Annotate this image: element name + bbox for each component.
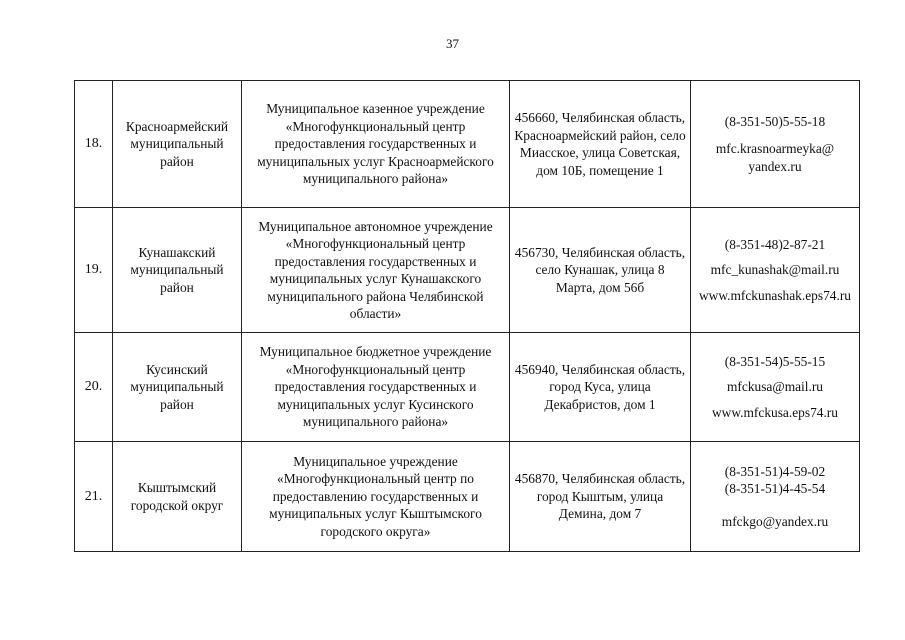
contacts-cell (691, 333, 860, 442)
table-row (75, 81, 860, 208)
postal-address: 456730, Челябинская область, село Кунашак, улица 8 Марта, дом 56б (510, 208, 691, 333)
district-name: Кунашакский муниципальный район (113, 208, 242, 333)
website-link[interactable]: www.mfckunashak.eps74.ru (699, 287, 851, 303)
email-address[interactable]: mfc_kunashak@mail.ru (710, 262, 840, 278)
organization-name: Муниципальное бюджетное учреждение «Многофункциональный центр предоставления государственных и муниципальных услуг Кусинского муниципального района» (242, 333, 510, 442)
row-number: 20. (75, 333, 113, 442)
organization-name: Муниципальное казенное учреждение «Многофункциональный центр предоставления государственных и муниципальных услуг Красноармейского муниципального района» (242, 81, 510, 208)
table-row (75, 208, 860, 333)
email-address[interactable]: mfckgo@yandex.ru (721, 513, 829, 529)
organization-name: Муниципальное автономное учреждение «Многофункциональный центр предоставления государственных и муниципальных услуг Кунашакского муниципального района Челябинской области» (242, 208, 510, 333)
email-address[interactable]: mfckusa@mail.ru (727, 379, 823, 395)
table-row (75, 333, 860, 442)
contacts-cell (691, 442, 860, 552)
phone-number: (8-351-50)5-55-18 (724, 113, 826, 129)
email-address[interactable]: mfc.krasnoarmeyka@ yandex.ru (715, 141, 835, 174)
phone-number: (8-351-54)5-55-15 (724, 353, 826, 369)
postal-address: 456660, Челябинская область, Красноармейский район, село Миасское, улица Советская, дом 10Б, помещение 1 (510, 81, 691, 208)
row-number: 19. (75, 208, 113, 333)
phone-number-2: (8-351-51)4-45-54 (724, 481, 826, 497)
row-number: 21. (75, 442, 113, 552)
contacts-cell (691, 208, 860, 333)
page-number: 37 (446, 36, 459, 51)
row-number: 18. (75, 81, 113, 208)
district-name: Красноармейский муниципальный район (113, 81, 242, 208)
district-name: Кусинский муниципальный район (113, 333, 242, 442)
mfc-registry-table (74, 80, 860, 552)
website-link[interactable]: www.mfckusa.eps74.ru (712, 404, 838, 420)
contacts-cell (691, 81, 860, 208)
district-name: Кыштымский городской округ (113, 442, 242, 552)
postal-address: 456870, Челябинская область, город Кыштым, улица Демина, дом 7 (510, 442, 691, 552)
phone-number: (8-351-51)4-59-02 (724, 463, 826, 479)
table-row (75, 442, 860, 552)
organization-name: Муниципальное учреждение «Многофункциональный центр по предоставлению государственных и муниципальных услуг Кыштымского городского округа» (242, 442, 510, 552)
phone-number: (8-351-48)2-87-21 (724, 236, 826, 252)
postal-address: 456940, Челябинская область, город Куса, улица Декабристов, дом 1 (510, 333, 691, 442)
